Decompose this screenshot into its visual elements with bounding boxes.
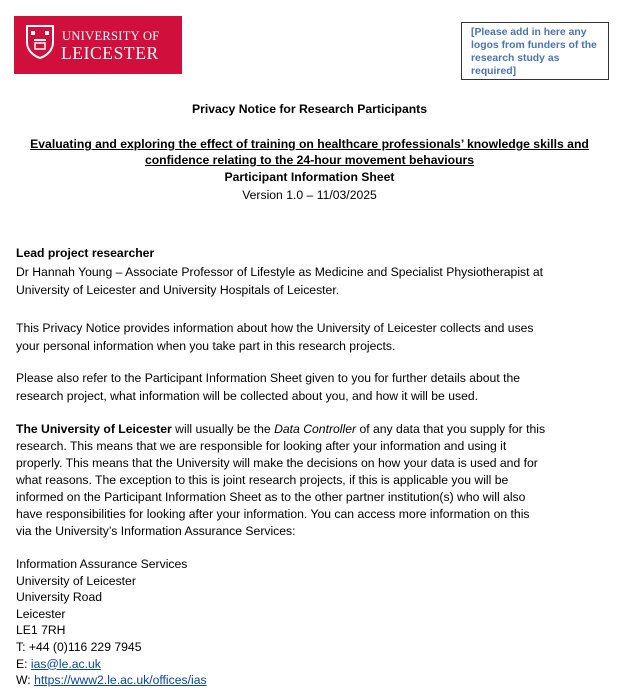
privacy-notice-title: Privacy Notice for Research Participants <box>191 102 428 116</box>
funder-logo-placeholder: [Please add in here any logos from funders of the research study as required] <box>461 22 609 80</box>
lead-researcher-heading: Lead project researcher <box>16 246 155 260</box>
participant-information-sheet-title: Participant Information Sheet <box>224 170 395 184</box>
study-title-line-1: Evaluating and exploring the effect of training on healthcare professionals’ knowledge skills and <box>30 137 589 151</box>
logo-text-university-of: UNIVERSITY OF <box>62 29 160 43</box>
lead-researcher-line-2: University of Leicester and University Hospitals of Leicester. <box>16 283 340 297</box>
intro-line-1: This Privacy Notice provides information about how the University of Leicester collects and uses <box>16 321 534 335</box>
contact-university: University of Leicester <box>16 573 136 588</box>
data-controller-line: have responsibilities for looking after your information. You can access more information on this <box>16 507 530 521</box>
intro-paragraph <box>16 320 572 354</box>
refer-paragraph <box>16 370 572 404</box>
email-link[interactable]: ias@le.ac.uk <box>30 656 101 671</box>
data-controller-line: informed on the Participant Information Sheet as to the other partner institution(s) who will also <box>16 490 526 504</box>
refer-line-2: research project, what information will be collected about you, and how it will be used. <box>16 388 479 403</box>
refer-line-1: Please also refer to the Participant Information Sheet given to you for further details about the <box>16 371 521 385</box>
contact-city: Leicester <box>16 606 66 621</box>
lead-researcher-line-1: Dr Hannah Young – Associate Professor of Lifestyle as Medicine and Specialist Physiotherapist at <box>16 264 544 279</box>
data-controller-term: Data Controller <box>274 422 357 436</box>
university-logo <box>14 16 182 74</box>
data-controller-bold-lead: The University of Leicester <box>16 422 172 436</box>
data-controller-line-1: The University of Leicester will usually be the Data Controller of any data that you supply for this <box>16 422 546 436</box>
contact-postcode: LE1 7RH <box>16 623 66 638</box>
website-link[interactable]: https://www2.le.ac.uk/offices/ias <box>34 673 207 688</box>
data-controller-line: research. This means that we are responsible for looking after your information and using it <box>16 439 507 453</box>
lead-researcher-section <box>16 245 572 299</box>
version-info: Version 1.0 – 11/03/2025 <box>242 188 377 202</box>
contact-block <box>16 556 572 689</box>
data-controller-paragraph <box>16 421 572 540</box>
logo-text-leicester: LEICESTER <box>61 43 159 63</box>
data-controller-line: properly. This means that the University will make the decisions on how your data is used and for <box>16 456 538 470</box>
contact-road: University Road <box>16 590 103 605</box>
study-title-line-2: confidence relating to the 24-hour movement behaviours <box>144 153 475 167</box>
data-controller-line: via the University’s Information Assurance Services: <box>16 524 296 538</box>
contact-org: Information Assurance Services <box>16 557 188 571</box>
intro-line-2: your personal information when you take part in this research projects. <box>16 338 396 353</box>
contact-phone: T: +44 (0)116 229 7945 <box>16 639 142 654</box>
crest-icon <box>26 25 54 59</box>
contact-email-row: E: ias@le.ac.uk <box>16 656 101 671</box>
contact-web-row: W: https://www2.le.ac.uk/offices/ias <box>16 673 207 688</box>
data-controller-line: what reasons. The exception to this is joint research projects, if this is applicable you will be <box>16 473 509 487</box>
